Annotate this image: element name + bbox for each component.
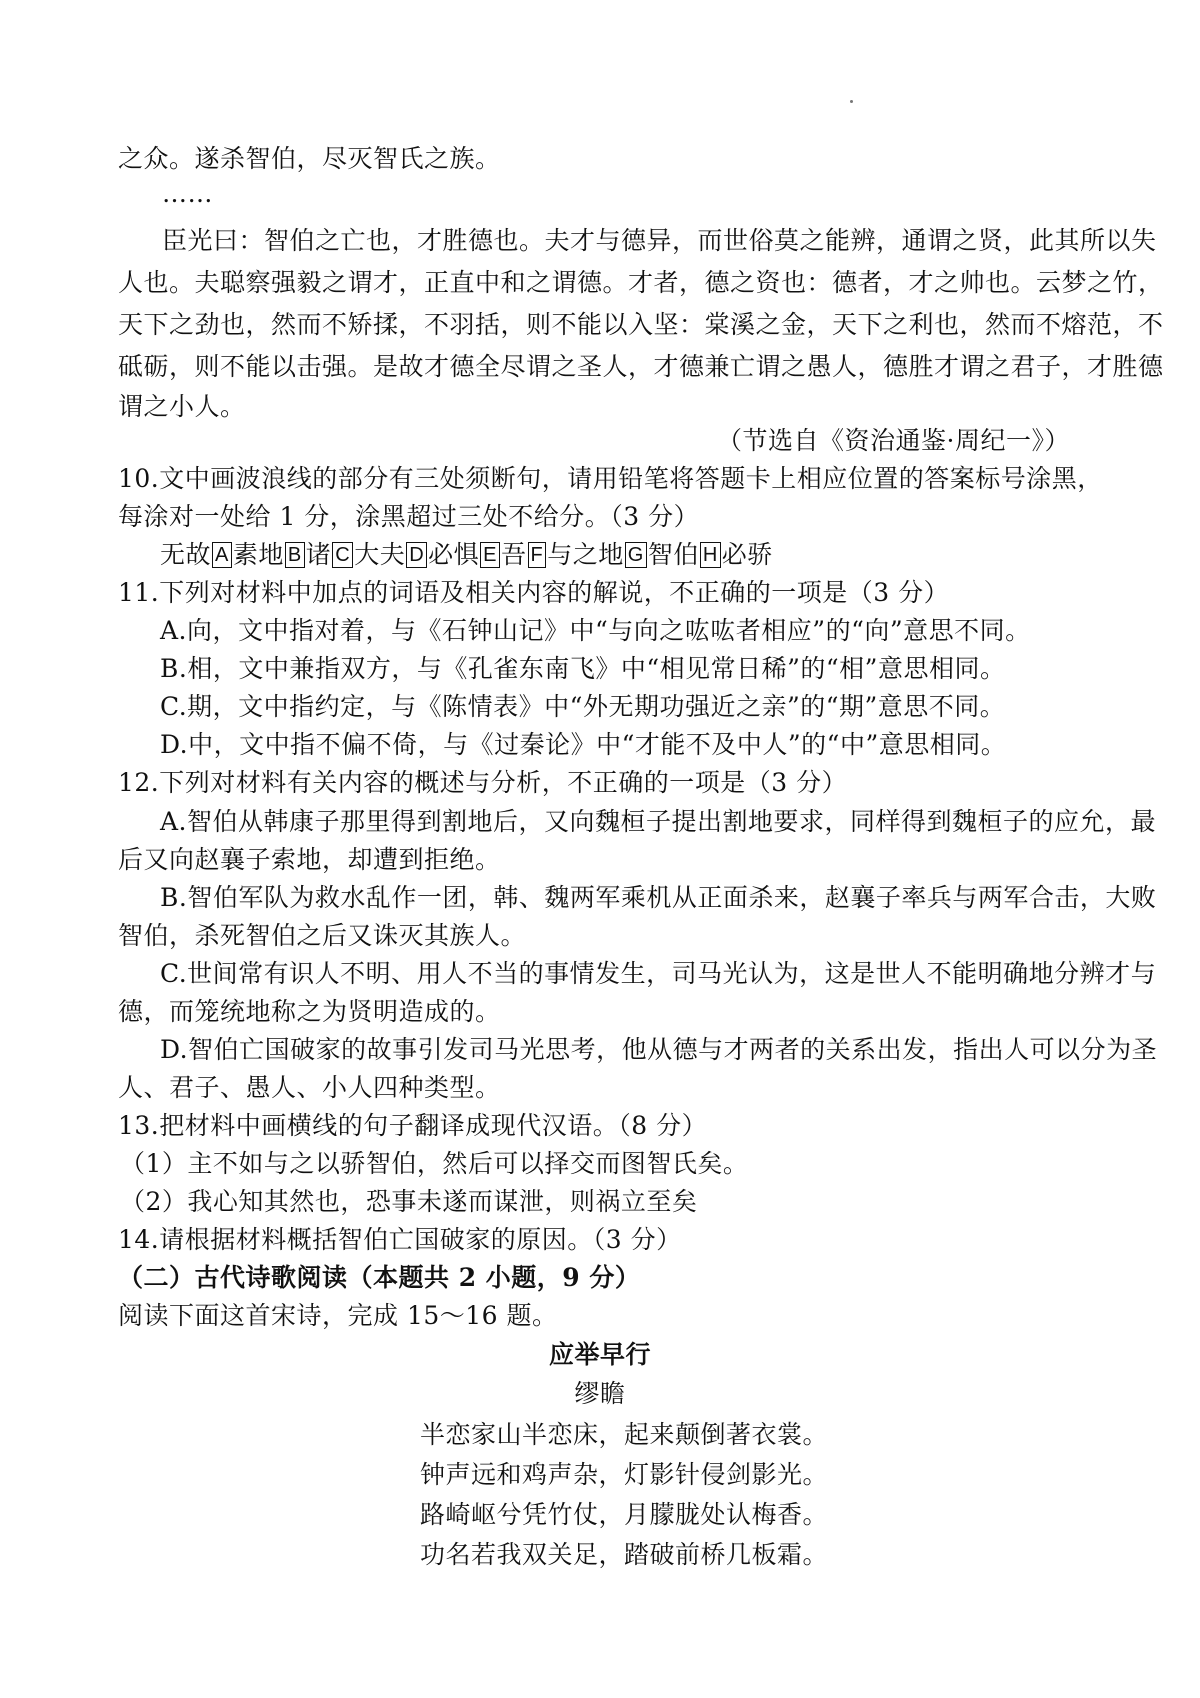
segment: 必骄 <box>721 540 773 569</box>
answer-box-b[interactable]: B <box>285 542 305 568</box>
q10-stem: 10.文中画波浪线的部分有三处须断句，请用铅笔将答题卡上相应位置的答案标号涂黑， <box>118 464 1103 493</box>
commentary-line: 谓之小人。 <box>118 392 246 421</box>
section-heading: （二）古代诗歌阅读（本题共 2 小题，9 分） <box>118 1263 641 1292</box>
poem-title: 应举早行 <box>548 1340 651 1369</box>
q12-stem: 12.下列对材料有关内容的概述与分析，不正确的一项是（3 分） <box>118 768 848 797</box>
q14-stem: 14.请根据材料概括智伯亡国破家的原因。（3 分） <box>118 1225 682 1254</box>
section-intro: 阅读下面这首宋诗，完成 15～16 题。 <box>118 1301 558 1330</box>
scan-speck <box>850 100 853 103</box>
answer-box-f[interactable]: F <box>528 542 547 568</box>
segment: 素地 <box>232 540 284 569</box>
passage-source: （节选自《资治通鉴·周纪一》） <box>717 426 1070 455</box>
poem-line: 半恋家山半恋床，起来颠倒著衣裳。 <box>420 1420 829 1449</box>
q11-option-b: B.相，文中兼指双方，与《孔雀东南飞》中“相见常日稀”的“相”意思相同。 <box>160 654 1006 683</box>
q13-item-2: （2）我心知其然也，恐事未遂而谋泄，则祸立至矣 <box>120 1187 698 1216</box>
q11-stem: 11.下列对材料中加点的词语及相关内容的解说，不正确的一项是（3 分） <box>118 578 950 607</box>
commentary-line: 臣光曰：智伯之亡也，才胜德也。夫才与德异，而世俗莫之能辨，通谓之贤，此其所以失 <box>162 226 1157 255</box>
poem-line: 路崎岖兮凭竹仗，月朦胧处认梅香。 <box>420 1500 829 1529</box>
segment: 诸 <box>305 540 332 569</box>
answer-box-h[interactable]: H <box>700 542 721 568</box>
poem-author: 缪瞻 <box>574 1379 626 1408</box>
q13-item-1: （1）主不如与之以骄智伯，然后可以择交而图智氏矣。 <box>120 1149 749 1178</box>
q12-option-d: D.智伯亡国破家的故事引发司马光思考，他从德与才两者的关系出发，指出人可以分为圣 <box>160 1035 1158 1064</box>
answer-box-a[interactable]: A <box>212 542 232 568</box>
q12-option-d-cont: 人、君子、愚人、小人四种类型。 <box>118 1073 501 1102</box>
q12-option-c: C.世间常有识人不明、用人不当的事情发生，司马光认为，这是世人不能明确地分辨才与 <box>160 959 1157 988</box>
poem-line: 功名若我双关足，踏破前桥几板霜。 <box>420 1540 829 1569</box>
segment: 智伯 <box>647 540 699 569</box>
q13-stem: 13.把材料中画横线的句子翻译成现代汉语。（8 分） <box>118 1111 708 1140</box>
segment: 必惧 <box>428 540 480 569</box>
poem-line: 钟声远和鸡声杂，灯影针侵剑影光。 <box>420 1460 829 1489</box>
q12-option-c-cont: 德，而笼统地称之为贤明造成的。 <box>118 997 501 1026</box>
commentary-line: 人也。夫聪察强毅之谓才，正直中和之谓德。才者，德之资也：德者，才之帅也。云梦之竹， <box>118 268 1164 297</box>
answer-box-d[interactable]: D <box>406 542 427 568</box>
segment: 大夫 <box>354 540 406 569</box>
q12-option-b: B.智伯军队为救水乱作一团，韩、魏两军乘机从正面杀来，赵襄子率兵与两军合击，大败 <box>160 883 1157 912</box>
q12-option-a-cont: 后又向赵襄子索地，却遭到拒绝。 <box>118 845 501 874</box>
q11-option-a: A.向，文中指对着，与《石钟山记》中“与向之吰吰者相应”的“向”意思不同。 <box>160 616 1031 645</box>
passage-ellipsis: …… <box>162 179 213 208</box>
passage-continuation: 之众。遂杀智伯，尽灭智氏之族。 <box>118 144 501 173</box>
answer-box-e[interactable]: E <box>480 542 500 568</box>
q11-option-d: D.中，文中指不偏不倚，与《过秦论》中“才能不及中人”的“中”意思相同。 <box>160 730 1007 759</box>
segment: 与之地 <box>547 540 624 569</box>
q10-answer-line <box>160 538 773 572</box>
answer-box-g[interactable]: G <box>625 542 647 568</box>
segment: 吾 <box>501 540 527 569</box>
q10-stem-cont: 每涂对一处给 1 分，涂黑超过三处不给分。（3 分） <box>118 502 700 531</box>
q12-option-b-cont: 智伯，杀死智伯之后又诛灭其族人。 <box>118 921 527 950</box>
commentary-line: 砥砺，则不能以击强。是故才德全尽谓之圣人，才德兼亡谓之愚人，德胜才谓之君子，才胜德 <box>118 352 1164 381</box>
commentary-line: 天下之劲也，然而不矫揉，不羽括，则不能以入坚：棠溪之金，天下之利也，然而不熔范，不 <box>118 310 1164 339</box>
q12-option-a: A.智伯从韩康子那里得到割地后，又向魏桓子提出割地要求，同样得到魏桓子的应允，最 <box>160 807 1157 836</box>
segment: 无故 <box>160 540 212 569</box>
q11-option-c: C.期，文中指约定，与《陈情表》中“外无期功强近之亲”的“期”意思不同。 <box>160 692 1006 721</box>
answer-box-c[interactable]: C <box>332 542 353 568</box>
